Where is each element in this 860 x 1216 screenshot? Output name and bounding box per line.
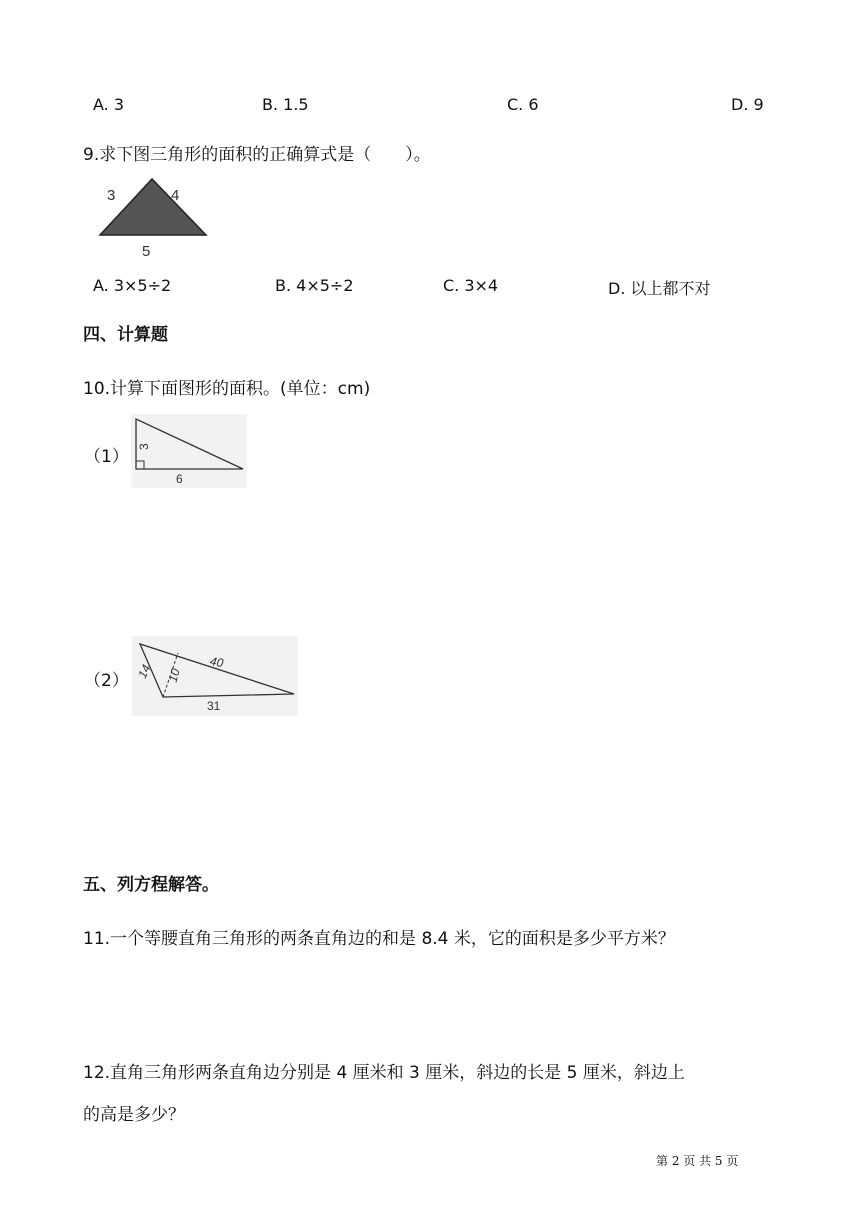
q9-option-a: A. 3×5÷2: [93, 276, 172, 295]
q8-option-c: C. 6: [507, 95, 539, 114]
question-10: 10.计算下面图形的面积。(单位：cm): [83, 379, 371, 399]
q10-part2-base-label: 31: [207, 699, 221, 713]
section-4-heading: 四、计算题: [83, 325, 168, 345]
q10-part2-height-label: 10: [165, 667, 183, 684]
q9-label-right: 4: [171, 187, 180, 204]
q8-option-a: A. 3: [93, 95, 125, 114]
q10-part1-base-label: 6: [176, 472, 183, 486]
question-11: 11.一个等腰直角三角形的两条直角边的和是 8.4 米，它的面积是多少平方米？: [83, 929, 675, 949]
q8-option-d: D. 9: [731, 95, 764, 114]
q8-option-b: B. 1.5: [262, 95, 309, 114]
question-12-line2: 的高是多少？: [83, 1105, 185, 1125]
q9-triangle-figure: [95, 172, 210, 268]
q9-shaded-triangle: [100, 179, 206, 235]
q10-part2-top-label: 40: [208, 654, 225, 671]
page-footer: 第 2 页 共 5 页: [656, 1154, 739, 1168]
q9-option-b: B. 4×5÷2: [275, 276, 354, 295]
q9-label-bottom: 5: [142, 243, 151, 260]
q10-part1-label: （1）: [84, 447, 129, 467]
q10-part1-figure: [131, 414, 247, 492]
q9-label-left: 3: [107, 187, 116, 204]
q10-part2-left-label: 14: [135, 662, 154, 681]
question-9: 9.求下图三角形的面积的正确算式是（ ）。: [83, 145, 431, 165]
q10-part2-figure: [132, 636, 298, 720]
q9-option-c: C. 3×4: [443, 276, 499, 295]
question-12-line1: 12.直角三角形两条直角边分别是 4 厘米和 3 厘米，斜边的长是 5 厘米，斜边上: [83, 1063, 685, 1083]
q10-part2-label: （2）: [84, 671, 129, 691]
section-5-heading: 五、列方程解答。: [83, 875, 219, 895]
q10-part1-height-label: 3: [137, 443, 151, 450]
q9-option-d: D. 以上都不对: [608, 279, 711, 298]
